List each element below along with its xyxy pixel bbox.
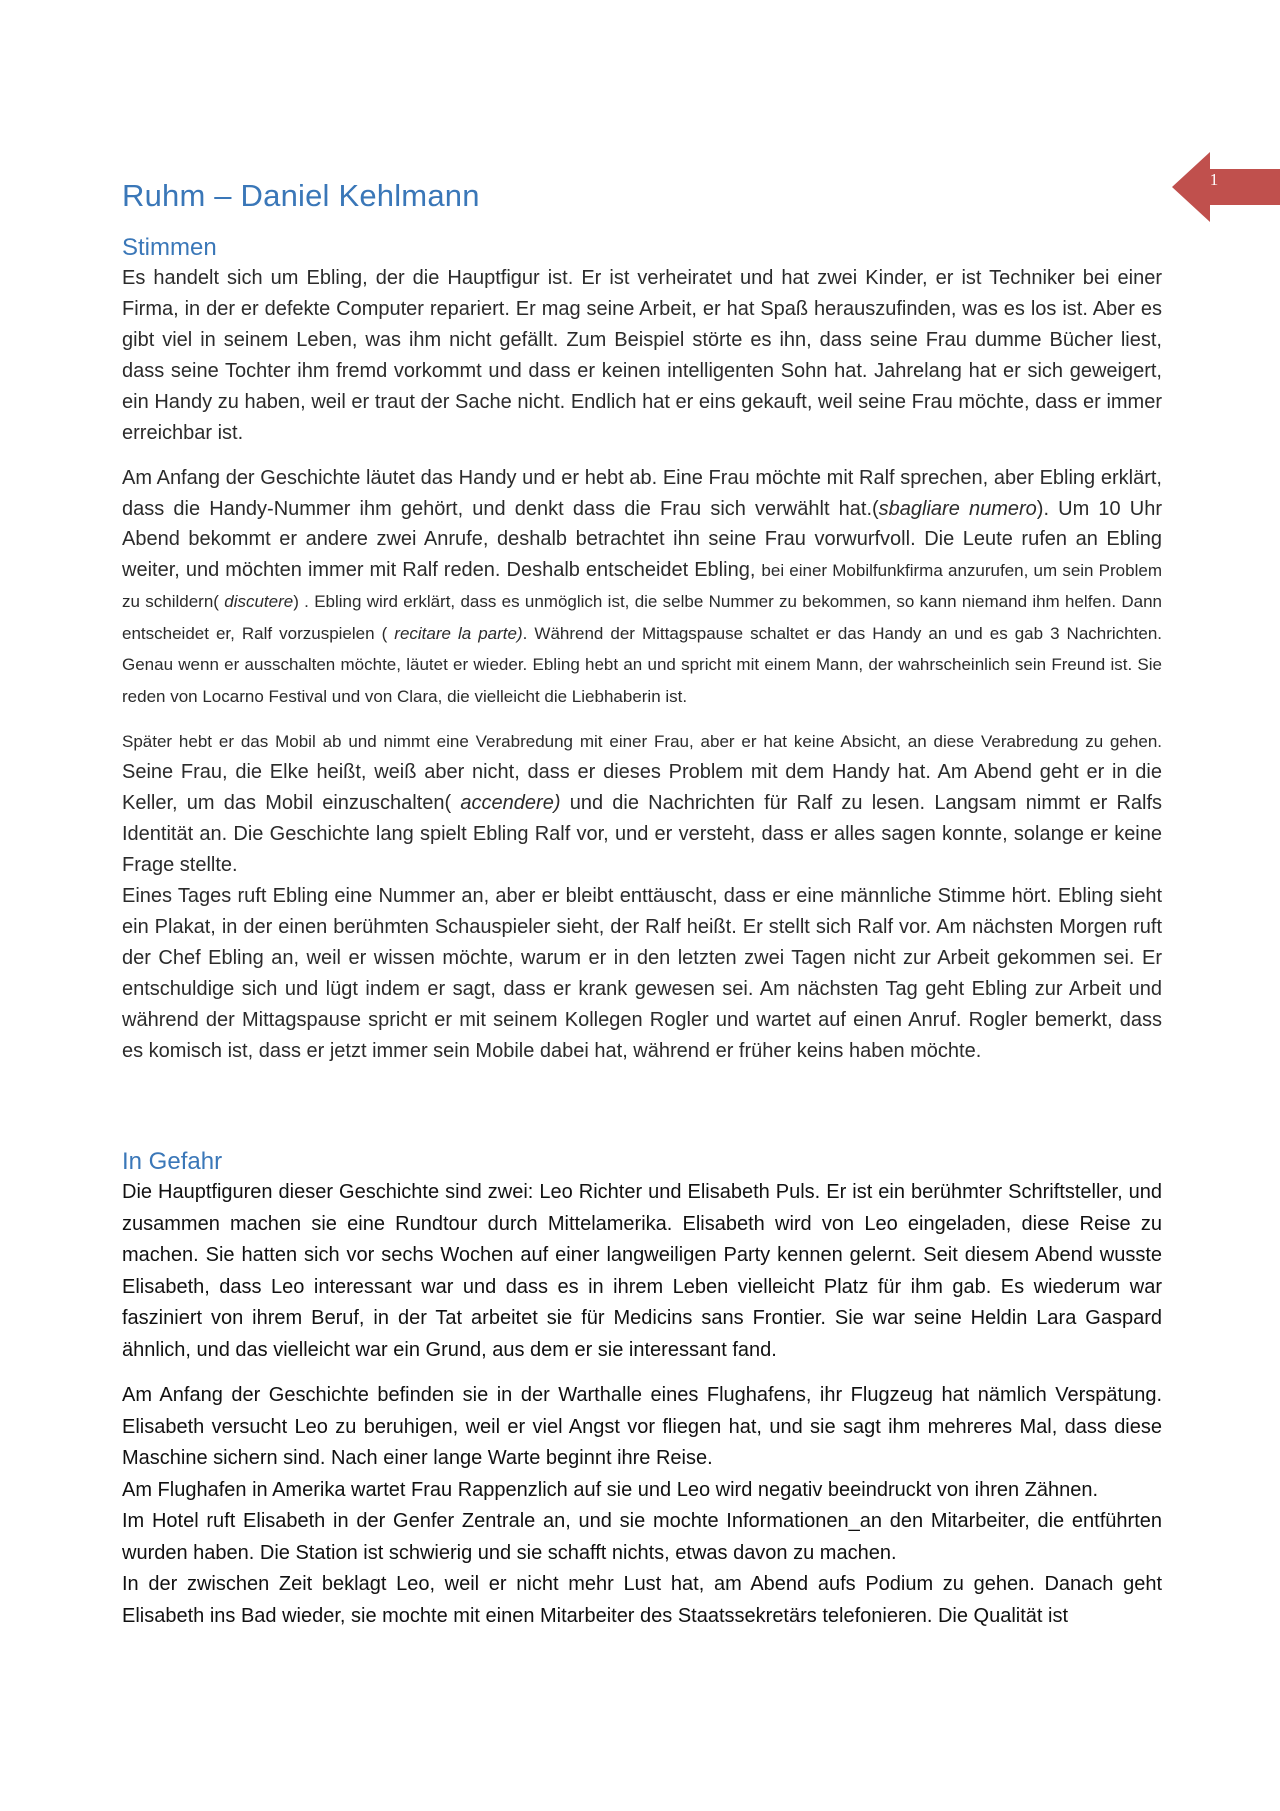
- section-heading: In Gefahr: [122, 1148, 223, 1175]
- document-title: Ruhm – Daniel Kehlmann: [122, 178, 480, 213]
- paragraph: Am Anfang der Geschichte befinden sie in der Warthalle eines Flughafens, ihr Flugzeug hat nämlich Verspätung. Elisabeth versucht Leo zu beruhigen, weil er viel Angst vor fliegen hat, und sie sagt ihm mehreres Mal, dass diese Maschine sichern sind. Nach einer lange Warte beginnt ihre Reise.: [122, 1384, 1162, 1469]
- paragraph: Später hebt er das Mobil ab und nimmt eine Verabredung mit einer Frau, aber er hat keine Absicht, an diese Verabredung zu gehen. Seine Frau, die Elke heißt, weiß aber nicht, dass er dieses Problem mit dem Handy hat. Am Abend geht er in die Keller, um das Mobil einzuschalten( accendere) und die Nachrichten für Ralf zu lesen. Langsam nimmt er Ralfs Identität an. Die Geschichte lang spielt Ebling Ralf vor, und er versteht, dass er alles sagen konnte, solange er keine Frage stellte.: [122, 732, 1163, 876]
- paragraph: Im Hotel ruft Elisabeth in der Genfer Zentrale an, und sie mochte Informationen_an den Mitarbeiter, die entführten wurden haben. Die Station ist schwierig und sie schafft nichts, etwas davon zu machen.: [122, 1510, 1162, 1564]
- page-number: 1: [1209, 170, 1219, 189]
- section-heading: Stimmen: [122, 234, 217, 261]
- paragraph: Es handelt sich um Ebling, der die Hauptfigur ist. Er ist verheiratet und hat zwei Kinder, er ist Techniker bei einer Firma, in der er defekte Computer repariert. Er mag seine Arbeit, er hat Spaß herauszufinden, was es los ist. Aber es gibt viel in seinem Leben, was ihm nicht gefällt. Zum Beispiel störte es ihn, dass seine Frau dumme Bücher liest, dass seine Tochter ihm fremd vorkommt und dass er keinen intelligenten Sohn hat. Jahrelang hat er sich geweigert, ein Handy zu haben, weil er traut der Sache nicht. Endlich hat er eins gekauft, weil seine Frau möchte, dass er immer erreichbar ist.: [122, 267, 1162, 444]
- paragraph: Am Anfang der Geschichte läutet das Handy und er hebt ab. Eine Frau möchte mit Ralf sprechen, aber Ebling erklärt, dass die Handy-Nummer ihm gehört, und denkt dass die Frau sich verwählt hat.(sbagliare numero). Um 10 Uhr Abend bekommt er andere zwei Anrufe, deshalb betrachtet ihn seine Frau vorwurfvoll. Die Leute rufen an Ebling weiter, und möchten immer mit Ralf reden. Deshalb entscheidet Ebling, bei einer Mobilfunkfirma anzurufen, um sein Problem zu schildern( discutere) . Ebling wird erklärt, dass es unmöglich ist, die selbe Nummer zu bekommen, so kann niemand ihm helfen. Dann entscheidet er, Ralf vorzuspielen ( recitare la parte). Während der Mittagspause schaltet er das Handy an und es gab 3 Nachrichten. Genau wenn er ausschalten möchte, läutet er wieder. Ebling hebt an und spricht mit einem Mann, der wahrscheinlich sein Freund ist. Sie reden von Locarno Festival und von Clara, die vielleicht die Liebhaberin ist.: [122, 467, 1163, 706]
- section-stimmen: [122, 233, 1162, 1067]
- paragraph: Die Hauptfiguren dieser Geschichte sind zwei: Leo Richter und Elisabeth Puls. Er ist ein berühmter Schriftsteller, und zusammen machen sie eine Rundtour durch Mittelamerika. Elisabeth wird von Leo eingeladen, diese Reise zu machen. Sie hatten sich vor sechs Wochen auf einer langweiligen Party kennen gelernt. Seit diesem Abend wusste Elisabeth, dass Leo interessant war und dass es in ihrem Leben vielleicht Platz für ihm gab. Es wiederum war fasziniert von ihrem Beruf, in der Tat arbeitet sie für Medicins sans Frontier. Sie war seine Heldin Lara Gaspard ähnlich, und das vielleicht war ein Grund, aus dem er sie interessant fand.: [122, 1181, 1162, 1361]
- paragraph: In der zwischen Zeit beklagt Leo, weil er nicht mehr Lust hat, am Abend aufs Podium zu gehen. Danach geht Elisabeth ins Bad wieder, sie mochte mit einen Mitarbeiter des Staatssekretärs telefonieren. Die Qualität ist: [122, 1573, 1162, 1627]
- page-number-arrow-icon: [1172, 152, 1280, 222]
- section-in-gefahr: [122, 1147, 1162, 1632]
- paragraph: Am Flughafen in Amerika wartet Frau Rappenzlich auf sie und Leo wird negativ beeindruckt von ihren Zähnen.: [122, 1478, 1099, 1501]
- paragraph: Eines Tages ruft Ebling eine Nummer an, aber er bleibt enttäuscht, dass er eine männliche Stimme hört. Ebling sieht ein Plakat, in der einen berühmten Schauspieler sieht, der Ralf heißt. Er stellt sich Ralf vor. Am nächsten Morgen ruft der Chef Ebling an, weil er wissen möchte, warum er in den letzten zwei Tagen nicht zur Arbeit gekommen sei. Er entschuldige sich und lügt indem er sagt, dass er krank gewesen sei. Am nächsten Tag geht Ebling zur Arbeit und während der Mittagspause spricht er mit seinem Kollegen Rogler und wartet auf einen Anruf. Rogler bemerkt, dass es komisch ist, dass er jetzt immer sein Mobile dabei hat, während er früher keins haben möchte.: [122, 885, 1162, 1062]
